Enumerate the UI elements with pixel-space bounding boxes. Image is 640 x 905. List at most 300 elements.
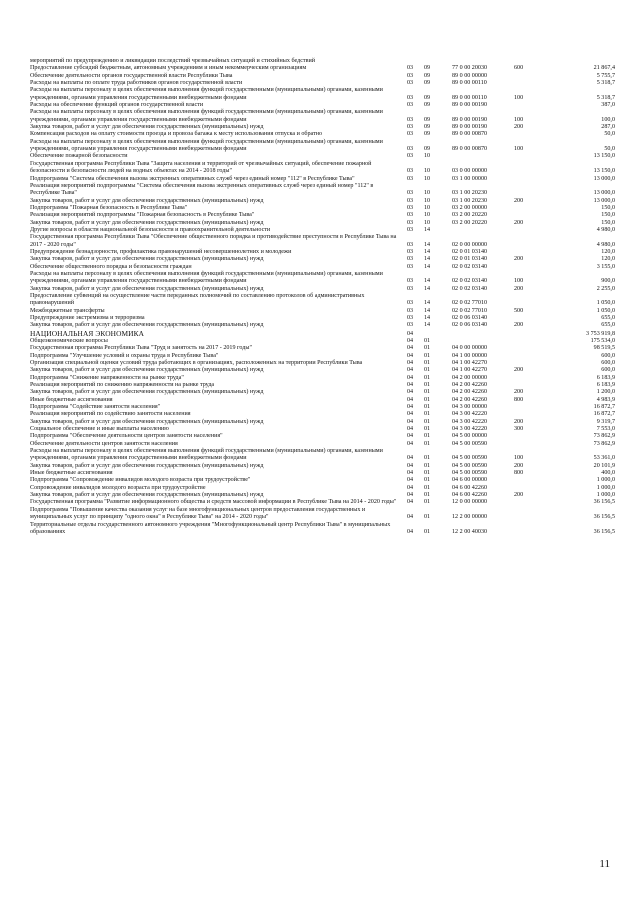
row-subsection: 09 [424, 124, 431, 131]
row-subsection: 10 [424, 190, 431, 197]
row-name: Подпрограмма "Улучшение условий и охраны труда в Республике Тыва" [30, 352, 219, 359]
table-row [30, 212, 615, 219]
row-subsection: 14 [424, 300, 431, 307]
row-section: 04 [407, 477, 414, 484]
row-name: Организация специальной оценки условий труда работающих в организациях, расположенных на территории Республики Тыва [30, 359, 363, 366]
row-subsection: 01 [424, 337, 431, 344]
row-subsection: 14 [424, 256, 431, 263]
row-amount: 13 000,0 [593, 197, 615, 204]
row-amount: 21 867,4 [593, 65, 615, 72]
row-amount: 2 255,0 [596, 285, 615, 292]
row-section [407, 58, 424, 65]
row-subsection: 09 [424, 94, 431, 101]
row-amount: 3 753 919,8 [586, 330, 615, 337]
table-row [30, 441, 615, 448]
row-subsection: 09 [424, 102, 431, 109]
row-name: Расходы на выплаты персоналу в целях обеспечения выполнения функций государственными (муниципальными) органами, казенными учреждениями, органами управления государственными внебюджетными фондами [30, 87, 383, 101]
table-row [30, 375, 615, 382]
row-target-article: 04 2 00 42260 [452, 396, 488, 403]
row-amount: 1 200,0 [596, 389, 615, 396]
row-amount: 7 553,0 [596, 426, 615, 433]
table-row [30, 477, 615, 484]
row-name: Расходы на выплаты персоналу в целях обеспечения выполнения функций государственными (муниципальными) органами, казенными учреждениями, органами управления государственными внебюджетными фондами [30, 448, 383, 462]
table-row [30, 139, 615, 154]
row-section: 03 [407, 146, 414, 153]
row-subsection: 01 [424, 492, 431, 499]
row-subsection [424, 58, 452, 65]
row-name: Обеспечение деятельности органов государственной власти Республики Тыва [30, 72, 233, 79]
row-amount: 73 862,9 [593, 433, 615, 440]
row-name: Подпрограмма "Обеспечение деятельности центров занятости населения" [30, 433, 223, 440]
row-section: 04 [407, 345, 414, 352]
table-row [30, 367, 615, 374]
row-name: Реализация мероприятий подпрограммы "Система обеспечения вызова экстренных оперативных служб через единый номер "112" в Республике Тыва" [30, 182, 374, 197]
row-target-article [452, 58, 514, 65]
row-amount: 13 150,0 [593, 153, 615, 160]
row-expense-type: 200 [514, 492, 524, 499]
row-amount: 36 156,5 [593, 528, 615, 535]
row-expense-type [514, 212, 542, 219]
row-expense-type [514, 477, 542, 484]
row-amount: 1 000,0 [596, 492, 615, 499]
row-expense-type [514, 80, 542, 87]
row-expense-type: 800 [514, 396, 524, 403]
row-target-article: 02 0 02 77010 [452, 300, 488, 307]
row-subsection: 01 [424, 426, 431, 433]
row-subsection: 10 [424, 153, 431, 160]
row-subsection: 10 [424, 204, 431, 211]
row-subsection: 09 [424, 72, 431, 79]
row-name: Расходы на выплаты персоналу в целях обеспечения выполнения функций государственными (муниципальными) органами, казенными учреждениями, органами управления государственными внебюджетными фондами [30, 270, 383, 285]
row-amount: 400,0 [601, 470, 615, 477]
row-expense-type [514, 205, 542, 212]
row-section: 03 [407, 204, 414, 211]
row-target-article: 02 0 01 03140 [452, 248, 488, 255]
row-section: 03 [407, 248, 414, 255]
row-section: 04 [407, 367, 414, 374]
row-target-article: 02 0 02 03140 [452, 278, 488, 285]
row-target-article: 89 0 00 00000 [452, 72, 488, 79]
row-target-article: 02 0 06 03140 [452, 315, 488, 322]
row-section: 03 [407, 72, 414, 79]
row-amount: 120,0 [601, 256, 615, 263]
row-subsection: 01 [424, 345, 431, 352]
row-target-article: 02 0 02 03140 [452, 285, 488, 292]
row-target-article [452, 338, 514, 345]
row-subsection: 01 [424, 352, 431, 359]
row-target-article: 03 0 00 00000 [452, 168, 488, 175]
row-expense-type [514, 131, 542, 138]
row-amount: 4 983,9 [596, 396, 615, 403]
table-row [30, 522, 615, 537]
row-section: 04 [407, 418, 414, 425]
row-expense-type [514, 507, 542, 522]
row-subsection [424, 330, 452, 338]
row-name: Компенсация расходов на оплату стоимости проезда и провоза багажа к месту использования отпуска и обратно [30, 131, 323, 138]
row-section: 03 [407, 300, 414, 307]
row-name: Обеспечение деятельности центров занятости населения [30, 440, 178, 447]
row-name: Закупка товаров, работ и услуг для обеспечения государственных (муниципальных) нужд [30, 418, 264, 425]
row-name: Закупка товаров, работ и услуг для обеспечения государственных (муниципальных) нужд [30, 124, 264, 131]
row-target-article: 89 0 00 00110 [452, 94, 487, 101]
table-row [30, 87, 615, 102]
table-row [30, 389, 615, 396]
row-section: 04 [407, 396, 414, 403]
row-amount: 600,0 [601, 352, 615, 359]
row-subsection: 10 [424, 219, 431, 226]
row-expense-type [514, 345, 542, 352]
row-name: Общеэкономические вопросы [30, 337, 108, 344]
row-expense-type: 500 [514, 307, 524, 314]
row-expense-type: 100 [514, 116, 524, 123]
row-amount: 150,0 [601, 212, 615, 219]
row-target-article: 03 1 00 00000 [452, 175, 488, 182]
table-row [30, 256, 615, 263]
row-target-article: 04 1 00 00000 [452, 352, 488, 359]
table-row [30, 65, 615, 72]
row-target-article: 03 2 00 20220 [452, 219, 488, 226]
row-expense-type [514, 102, 542, 109]
row-name: Межбюджетные трансферты [30, 307, 105, 314]
row-name: Подпрограмма "Повышение качества оказания услуг на базе многофункциональных центров предоставления государственных и муниципальных услуг по принципу "одного окна" в Республике Тыва" на 2014 - 2020 годы" [30, 506, 366, 521]
row-expense-type: 100 [514, 146, 524, 153]
budget-table-container [30, 58, 615, 536]
row-target-article: 04 3 00 00000 [452, 404, 488, 411]
row-subsection: 09 [424, 131, 431, 138]
table-row [30, 131, 615, 138]
row-subsection: 01 [424, 433, 431, 440]
budget-table-body [30, 58, 615, 536]
row-amount: 53 361,0 [593, 455, 615, 462]
row-amount: 175 534,0 [590, 337, 615, 344]
table-row [30, 271, 615, 286]
row-name: Подпрограмма "Содействие занятости населения" [30, 404, 161, 411]
row-section: 03 [407, 263, 414, 270]
table-row [30, 419, 615, 426]
row-target-article: 77 0 00 20030 [452, 65, 488, 72]
row-expense-type: 200 [514, 389, 524, 396]
row-subsection: 01 [424, 440, 431, 447]
row-subsection: 10 [424, 212, 431, 219]
row-section: 03 [407, 94, 414, 101]
row-expense-type: 800 [514, 470, 524, 477]
row-name: Предоставление субвенций на осуществление части переданных полномочий по составлению протоколов об административных правонарушений [30, 293, 365, 307]
table-row [30, 183, 615, 198]
table-row [30, 411, 615, 418]
row-amount: 5 318,7 [596, 80, 615, 87]
row-name: Другие вопросы в области национальной безопасности и правоохранительной деятельности [30, 226, 271, 233]
row-amount: 100,0 [601, 116, 615, 123]
row-name: Предоставление субсидий бюджетным, автономным учреждениям и иным некоммерческим организациям [30, 65, 307, 72]
row-name: Расходы на обеспечение функций органов государственной власти [30, 102, 204, 109]
row-expense-type: 200 [514, 285, 524, 292]
row-expense-type [514, 176, 542, 183]
row-amount: 16 872,7 [593, 404, 615, 411]
row-target-article: 02 0 02 77010 [452, 307, 488, 314]
row-name: Обеспечение общественного порядка и безопасности граждан [30, 263, 192, 270]
row-section: 04 [407, 462, 414, 469]
table-row [30, 308, 615, 315]
row-section: 04 [407, 528, 414, 535]
row-expense-type [514, 404, 542, 411]
row-subsection: 01 [424, 396, 431, 403]
row-target-article: 89 0 00 00190 [452, 124, 488, 131]
row-name: Подпрограмма "Система обеспечения вызова экстренных оперативных служб через единый номер "112" в Республике Тыва" [30, 175, 355, 182]
row-expense-type: 200 [514, 219, 524, 226]
budget-allocation-table [30, 58, 615, 536]
row-name: Подпрограмма "Сопровождение инвалидов молодого возраста при трудоустройстве" [30, 477, 251, 484]
row-amount: 20 101,9 [593, 462, 615, 469]
row-section: 04 [407, 433, 414, 440]
row-name: Обеспечение пожарной безопасности [30, 153, 128, 160]
row-amount: 1 000,0 [596, 484, 615, 491]
row-target-article: 04 6 00 00000 [452, 477, 488, 484]
row-target-article: 12 0 00 00000 [452, 499, 488, 506]
row-section: 03 [407, 256, 414, 263]
row-name: Закупка товаров, работ и услуг для обеспечения государственных (муниципальных) нужд [30, 462, 264, 469]
row-section: 03 [407, 153, 414, 160]
row-subsection: 09 [424, 116, 431, 123]
row-target-article: 89 0 00 00190 [452, 102, 488, 109]
row-amount: 6 183,9 [596, 374, 615, 381]
row-target-article: 04 2 00 00000 [452, 374, 488, 381]
row-name: Сопровождение инвалидов молодого возраста при трудоустройстве [30, 484, 206, 491]
row-name: Закупка товаров, работ и услуг для обеспечения государственных (муниципальных) нужд [30, 256, 264, 263]
table-row [30, 345, 615, 352]
row-target-article: 03 1 00 20230 [452, 190, 488, 197]
table-row [30, 293, 615, 308]
row-amount: 287,0 [601, 124, 615, 131]
row-name: Закупка товаров, работ и услуг для обеспечения государственных (муниципальных) нужд [30, 389, 264, 396]
row-section: 03 [407, 175, 414, 182]
row-subsection: 14 [424, 307, 431, 314]
row-name: Закупка товаров, работ и услуг для обеспечения государственных (муниципальных) нужд [30, 492, 264, 499]
row-subsection: 01 [424, 455, 431, 462]
row-name: Закупка товаров, работ и услуг для обеспечения государственных (муниципальных) нужд [30, 322, 264, 329]
row-expense-type [514, 499, 542, 506]
row-section: 03 [407, 315, 414, 322]
row-name: Подпрограмма "Снижение напряженности на рынке труда" [30, 374, 184, 381]
table-row [30, 463, 615, 470]
row-expense-type: 200 [514, 418, 524, 425]
row-expense-type: 200 [514, 462, 524, 469]
row-target-article: 04 2 00 42260 [452, 389, 488, 396]
row-target-article [452, 227, 514, 234]
row-target-article: 02 0 02 03140 [452, 263, 488, 270]
row-target-article: 03 2 00 20220 [452, 212, 488, 219]
row-target-article: 12 2 00 40030 [452, 528, 488, 535]
row-section: 03 [407, 285, 414, 292]
row-amount: 900,0 [601, 278, 615, 285]
row-section: 04 [407, 499, 414, 506]
row-subsection: 01 [424, 404, 431, 411]
row-target-article: 04 3 00 42220 [452, 411, 488, 418]
row-section: 03 [407, 226, 414, 233]
row-subsection: 01 [424, 528, 431, 535]
row-subsection: 14 [424, 241, 431, 248]
row-name: мероприятий по предупреждению и ликвидации последствий чрезвычайных ситуаций и стихийных бедствий [30, 58, 315, 64]
row-amount: 4 980,0 [596, 241, 615, 248]
row-section: 04 [407, 514, 414, 521]
row-target-article: 03 2 00 00000 [452, 204, 488, 211]
row-section: 03 [407, 212, 414, 219]
row-amount: 50,0 [604, 146, 615, 153]
row-target-article: 04 0 00 00000 [452, 345, 488, 352]
row-amount: 1 000,0 [596, 477, 615, 484]
row-amount: 50,0 [604, 131, 615, 138]
row-name: Государственная программа Республики Тыва "Обеспечение общественного порядка и противодействие преступности в Республике Тыва на 2017 - 2020 годы" [30, 234, 397, 248]
row-subsection: 01 [424, 470, 431, 477]
row-name: Государственная программа "Развитие информационного общества и средств массовой информации в Республике Тыва на 2014 - 2020 годы" [30, 499, 397, 506]
row-name: Иные бюджетные ассигнования [30, 396, 113, 403]
row-section: 03 [407, 116, 414, 123]
table-row [30, 161, 615, 176]
row-name: Социальное обеспечение и иные выплаты населению [30, 426, 169, 433]
row-section: 04 [407, 440, 414, 447]
row-target-article: 02 0 00 00000 [452, 241, 488, 248]
row-section: 04 [407, 411, 414, 418]
row-name: Предупреждение экстремизма и терроризма [30, 315, 145, 322]
row-target-article: 04 5 00 00590 [452, 440, 488, 447]
row-section: 03 [407, 190, 414, 197]
row-name: Закупка товаров, работ и услуг для обеспечения государственных (муниципальных) нужд [30, 219, 264, 226]
row-expense-type: 100 [514, 278, 524, 285]
row-amount: 73 862,9 [593, 440, 615, 447]
table-row [30, 220, 615, 227]
row-amount: 98 519,5 [593, 345, 615, 352]
row-section: 03 [407, 131, 414, 138]
row-name: Расходы на выплаты по оплате труда работников органов государственной власти [30, 80, 243, 87]
row-expense-type [514, 264, 542, 271]
table-row [30, 73, 615, 80]
row-section: 03 [407, 80, 414, 87]
row-expense-type [514, 249, 542, 256]
row-name: Реализация мероприятий по содействию занятости населения [30, 411, 191, 418]
row-amount: 6 183,9 [596, 381, 615, 388]
row-name: Реализация мероприятий по снижению напряженности на рынке труда [30, 381, 215, 388]
row-expense-type [514, 227, 542, 234]
row-target-article [452, 153, 514, 160]
row-name: Подпрограмма "Пожарная безопасность в Республике Тыва" [30, 204, 188, 211]
row-target-article: 04 5 00 00590 [452, 455, 488, 462]
row-subsection: 01 [424, 381, 431, 388]
table-row [30, 330, 615, 338]
row-expense-type: 200 [514, 197, 524, 204]
row-name: Иные бюджетные ассигнования [30, 470, 113, 477]
row-expense-type [514, 293, 542, 308]
row-section: 04 [407, 484, 414, 491]
row-subsection: 14 [424, 315, 431, 322]
table-row [30, 353, 615, 360]
row-amount: 4 980,0 [596, 226, 615, 233]
row-subsection: 01 [424, 462, 431, 469]
row-amount: 600,0 [601, 367, 615, 374]
row-target-article: 02 0 01 03140 [452, 256, 488, 263]
row-section: 04 [407, 359, 414, 366]
row-name: Территориальные отделы государственного автономного учреждения "Многофункциональный центр Республики Тыва" в муниципальных образованиях [30, 521, 391, 535]
row-subsection: 09 [424, 146, 431, 153]
row-expense-type [514, 161, 542, 176]
row-expense-type: 200 [514, 124, 524, 131]
row-subsection: 01 [424, 359, 431, 366]
row-section: 04 [407, 374, 414, 381]
row-subsection: 01 [424, 367, 431, 374]
row-expense-type: 200 [514, 367, 524, 374]
row-amount: 655,0 [601, 322, 615, 329]
row-expense-type: 200 [514, 322, 524, 329]
row-section: 03 [407, 124, 414, 131]
table-row [30, 264, 615, 271]
row-subsection: 01 [424, 389, 431, 396]
row-amount [542, 58, 615, 65]
table-row [30, 507, 615, 522]
row-target-article: 04 1 00 42270 [452, 367, 488, 374]
row-amount: 3 155,0 [596, 263, 615, 270]
row-expense-type [514, 522, 542, 537]
row-expense-type: 100 [514, 94, 524, 101]
table-row [30, 433, 615, 440]
row-section: 03 [407, 219, 414, 226]
row-amount: 150,0 [601, 204, 615, 211]
row-section: 04 [407, 352, 414, 359]
row-section: 04 [407, 455, 414, 462]
row-amount: 5 318,7 [596, 94, 615, 101]
row-target-article: 89 0 00 00870 [452, 146, 488, 153]
row-subsection: 14 [424, 322, 431, 329]
row-section: 03 [407, 278, 414, 285]
row-expense-type [514, 485, 542, 492]
table-row [30, 176, 615, 183]
row-expense-type [514, 183, 542, 198]
table-row [30, 499, 615, 506]
row-target-article: 04 3 00 42220 [452, 426, 488, 433]
row-target-article: 04 3 00 42220 [452, 418, 488, 425]
row-section: 04 [407, 389, 414, 396]
row-section: 04 [407, 404, 414, 411]
row-name: Закупка товаров, работ и услуг для обеспечения государственных (муниципальных) нужд [30, 197, 264, 204]
row-section: 03 [407, 307, 414, 314]
row-subsection: 01 [424, 411, 431, 418]
row-subsection: 01 [424, 477, 431, 484]
row-subsection: 14 [424, 226, 431, 233]
row-subsection: 14 [424, 285, 431, 292]
row-amount: 16 872,7 [593, 411, 615, 418]
row-amount: 655,0 [601, 315, 615, 322]
row-name: Расходы на выплаты персоналу в целях обеспечения выполнения функций государственными (муниципальными) органами, казенными учреждениями, органами управления государственными внебюджетными фондами [30, 138, 383, 153]
row-amount: 9 319,7 [596, 418, 615, 425]
row-subsection: 10 [424, 168, 431, 175]
row-section: 03 [407, 197, 414, 204]
row-target-article: 89 0 00 00190 [452, 116, 488, 123]
row-subsection: 01 [424, 499, 431, 506]
row-subsection: 10 [424, 175, 431, 182]
row-target-article: 04 1 00 42270 [452, 359, 488, 366]
row-subsection: 14 [424, 278, 431, 285]
row-name: Предупреждение безнадзорности, профилактика правонарушений несовершеннолетних и молодежи [30, 248, 292, 255]
row-expense-type [514, 433, 542, 440]
row-amount: 1 050,0 [596, 307, 615, 314]
row-expense-type [514, 153, 542, 160]
row-expense-type [514, 73, 542, 80]
row-target-article: 89 0 00 00870 [452, 131, 488, 138]
row-expense-type [514, 315, 542, 322]
row-subsection: 01 [424, 374, 431, 381]
row-name: Закупка товаров, работ и услуг для обеспечения государственных (муниципальных) нужд [30, 285, 264, 292]
row-subsection: 01 [424, 514, 431, 521]
row-subsection: 14 [424, 263, 431, 270]
row-section: 04 [407, 470, 414, 477]
row-subsection: 09 [424, 80, 431, 87]
